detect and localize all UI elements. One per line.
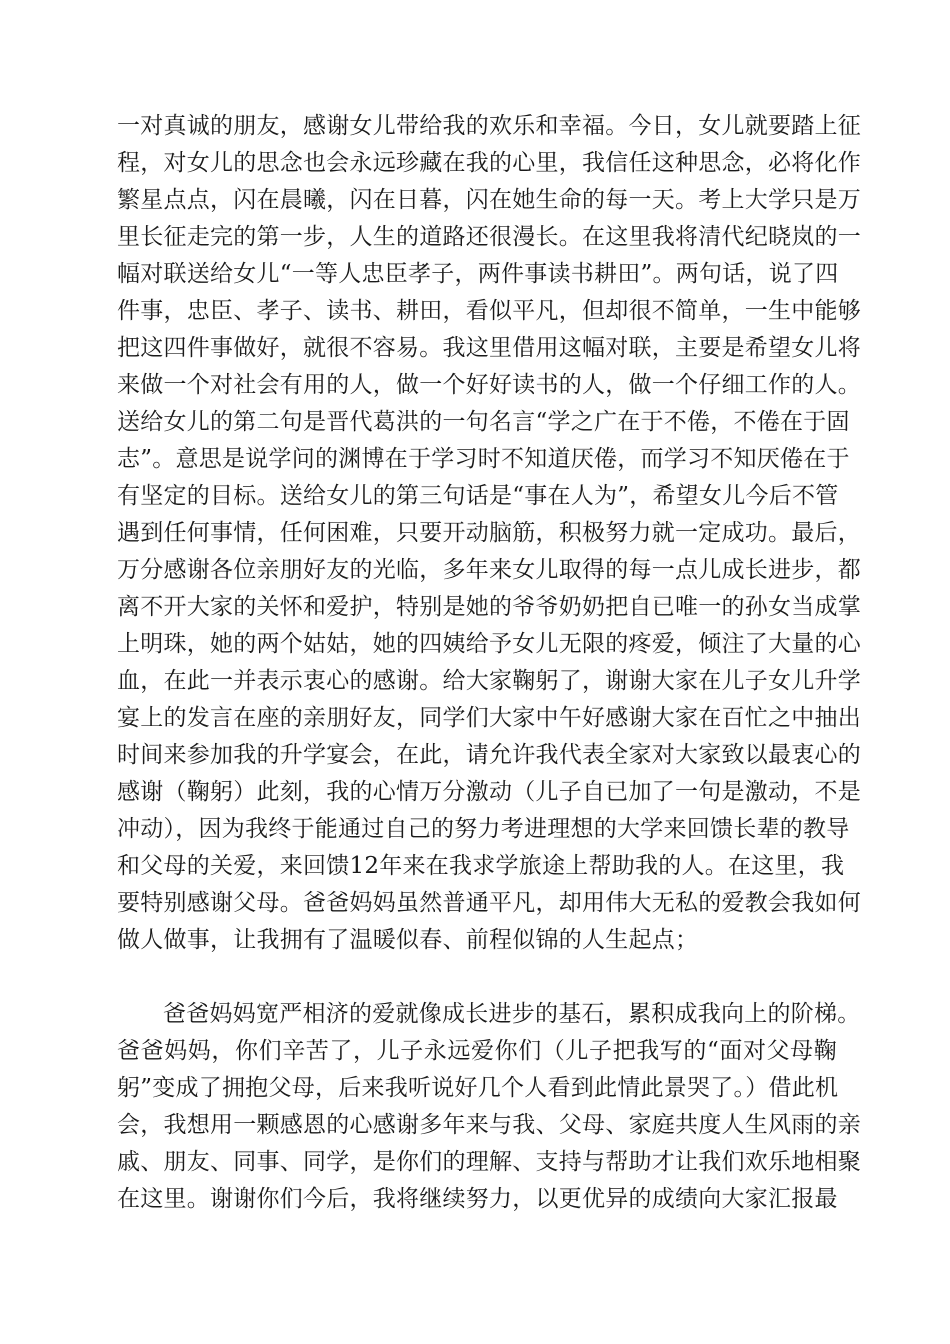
text-line: 要特别感谢父母。爸爸妈妈虽然普通平凡，却用伟大无私的爱教会我如何: [117, 890, 861, 916]
text-line: 做人做事，让我拥有了温暖似春、前程似锦的人生起点；: [117, 927, 699, 953]
text-line: 冲动），因为我终于能通过自己的努力考进理想的大学来回馈长辈的教导: [117, 816, 850, 842]
text-line: 幅对联送给女儿“一等人忠臣孝子，两件事读书耕田”。两句话，说了四: [117, 261, 839, 287]
text-line: 志”。意思是说学问的渊博在于学习时不知道厌倦，而学习不知厌倦在于: [117, 446, 850, 472]
text-line: 有坚定的目标。送给女儿的第三句话是“事在人为”，希望女儿今后不管: [117, 483, 839, 509]
text-line: 和父母的关爱，来回馈12年来在我求学旅途上帮助我的人。在这里，我: [117, 853, 845, 879]
text-line: 遇到任何事情，任何困难，只要开动脑筋，积极努力就一定成功。最后，: [117, 520, 861, 546]
text-line: 会，我想用一颗感恩的心感谢多年来与我、父母、家庭共度人生风雨的亲: [117, 1112, 861, 1138]
text-line: 里长征走完的第一步，人生的道路还很漫长。在这里我将清代纪晓岚的一: [117, 224, 861, 250]
text-line: 把这四件事做好，就很不容易。我这里借用这幅对联，主要是希望女儿将: [117, 335, 861, 361]
text-line: 感谢（鞠躬）此刻，我的心情万分激动（儿子自已加了一句是激动，不是: [117, 779, 861, 805]
text-line: 一对真诚的朋友，感谢女儿带给我的欢乐和幸福。今日，女儿就要踏上征: [117, 113, 861, 139]
text-line: 来做一个对社会有用的人，做一个好好读书的人，做一个仔细工作的人。: [117, 372, 861, 398]
text-line: 爸爸妈妈宽严相济的爱就像成长进步的基石，累积成我向上的阶梯。: [163, 1001, 861, 1027]
text-line: 躬”变成了拥抱父母，后来我听说好几个人看到此情此景哭了。）借此机: [117, 1075, 839, 1101]
text-line: 宴上的发言在座的亲朋好友，同学们大家中午好感谢大家在百忙之中抽出: [117, 705, 861, 731]
text-line: 血，在此一并表示衷心的感谢。给大家鞠躬了，谢谢大家在儿子女儿升学: [117, 668, 861, 694]
text-line: 上明珠，她的两个姑姑，她的四姨给予女儿无限的疼爱，倾注了大量的心: [117, 631, 861, 657]
text-line: 繁星点点，闪在晨曦，闪在日暮，闪在她生命的每一天。考上大学只是万: [117, 187, 861, 213]
text-line: 件事，忠臣、孝子、读书、耕田，看似平凡，但却很不简单，一生中能够: [117, 298, 861, 324]
text-line: 在这里。谢谢你们今后，我将继续努力，以更优异的成绩向大家汇报最: [117, 1186, 838, 1212]
text-line: 离不开大家的关怀和爱护，特别是她的爷爷奶奶把自已唯一的孙女当成掌: [117, 594, 861, 620]
text-line: 送给女儿的第二句是晋代葛洪的一句名言“学之广在于不倦，不倦在于固: [117, 409, 850, 435]
text-line: 程，对女儿的思念也会永远珍藏在我的心里，我信任这种思念，必将化作: [117, 150, 861, 176]
text-line: 爸爸妈妈，你们辛苦了，儿子永远爱你们（儿子把我写的“面对父母鞠: [117, 1038, 837, 1064]
text-line: 时间来参加我的升学宴会，在此，请允许我代表全家对大家致以最衷心的: [117, 742, 861, 768]
text-line: 万分感谢各位亲朋好友的光临，多年来女儿取得的每一点儿成长进步，都: [117, 557, 861, 583]
text-line: 戚、朋友、同事、同学，是你们的理解、支持与帮助才让我们欢乐地相聚: [117, 1149, 861, 1175]
